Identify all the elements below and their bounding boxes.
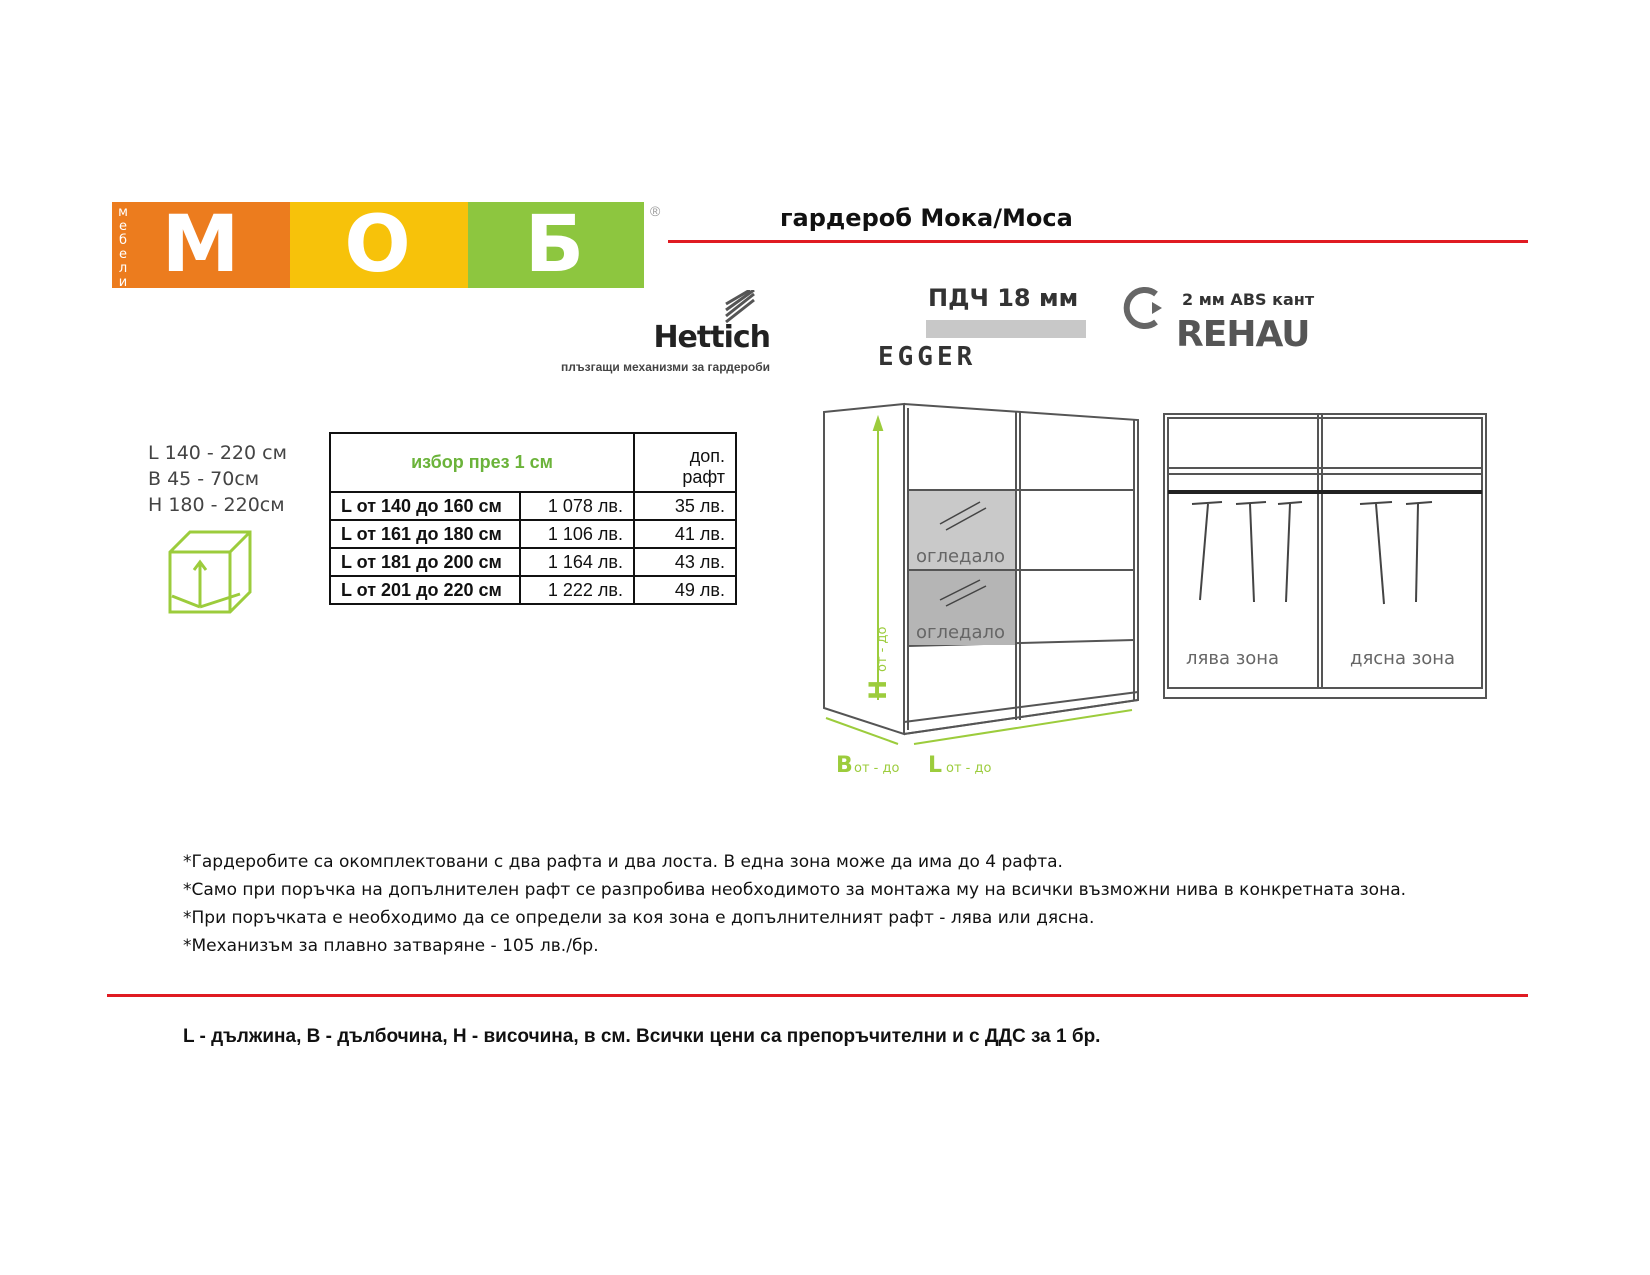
hettich-name: Hettich (653, 320, 770, 355)
interior-drawing (1162, 412, 1488, 702)
price-table (329, 432, 737, 605)
length-range-label: от - до (946, 761, 992, 776)
right-zone-label: дясна зона (1350, 648, 1456, 669)
note-line: *Механизъм за плавно затваряне - 105 лв./бр. (183, 936, 599, 956)
height-range-label: от - до (875, 626, 890, 672)
row-shelf-price: 43 лв. (634, 548, 736, 576)
rehau-name: REHAU (1176, 314, 1310, 355)
row-price: 1 078 лв. (520, 492, 634, 520)
mirror-label-top: огледало (916, 546, 1006, 567)
wardrobe-drawing (820, 400, 1140, 780)
hettich-subtitle: плъзгащи механизми за гардероби (561, 360, 770, 374)
header-choice: избор през 1 см (330, 433, 634, 492)
table-row (330, 492, 736, 520)
note-line: *При поръчката е необходимо да се определи за коя зона е допълнителният рафт - лява или дясна. (183, 908, 1095, 928)
depth-range: B 45 - 70см (148, 468, 260, 490)
footer-text: L - дължина, B - дълбочина, H - височина, в см. Всички цени са препоръчителни и с ДДС за 1 бр. (183, 1026, 1101, 1047)
row-shelf-price: 35 лв. (634, 492, 736, 520)
left-zone-label: лява зона (1186, 648, 1280, 669)
row-label: L от 161 до 180 см (330, 520, 520, 548)
row-price: 1 106 лв. (520, 520, 634, 548)
table-row (330, 576, 736, 604)
length-range: L 140 - 220 см (148, 442, 287, 464)
table-row (330, 520, 736, 548)
row-shelf-price: 41 лв. (634, 520, 736, 548)
length-label: L (928, 753, 943, 778)
egger-brand (878, 282, 1088, 372)
row-shelf-price: 49 лв. (634, 576, 736, 604)
material-bar (926, 320, 1086, 338)
footer-divider (107, 994, 1528, 997)
logo-letter-o: О (344, 200, 411, 290)
note-line: *Само при поръчка на допълнителен рафт се разпробива необходимото за монтажа му на всички възможни нива в конкретната зона. (183, 880, 1407, 900)
egger-name: EGGER (878, 342, 977, 372)
header-extra-shelf: доп. рафт (634, 433, 736, 492)
notes (183, 848, 1406, 960)
rehau-ring-icon (1122, 286, 1166, 330)
hettich-stripes-icon (720, 290, 760, 324)
logo-letter-b: Б (524, 200, 585, 290)
material-label: ПДЧ 18 мм (928, 284, 1079, 312)
depth-label: B (836, 753, 853, 778)
logo-side-text: м е б е л и (118, 205, 128, 290)
note-line: *Гардеробите са окомплектовани с два рафта и два лоста. В една зона може да има до 4 рафта. (183, 852, 1063, 872)
page-title: гардероб Мока/Моса (780, 204, 1073, 232)
logo-letter-m: М (161, 200, 240, 290)
mirror-label-bottom: огледало (916, 622, 1006, 643)
dimension-cube-icon (160, 522, 260, 622)
edge-label: 2 мм ABS кант (1182, 290, 1315, 309)
row-price: 1 222 лв. (520, 576, 634, 604)
registered-mark: ® (650, 203, 661, 219)
height-label: H (864, 679, 892, 700)
rehau-brand (1122, 284, 1352, 364)
dimension-ranges (148, 440, 287, 518)
mob-logo (112, 202, 644, 288)
row-label: L от 201 до 220 см (330, 576, 520, 604)
title-divider (668, 240, 1528, 243)
row-label: L от 181 до 200 см (330, 548, 520, 576)
depth-range-label: от - до (854, 761, 900, 776)
row-label: L от 140 до 160 см (330, 492, 520, 520)
row-price: 1 164 лв. (520, 548, 634, 576)
table-row (330, 548, 736, 576)
height-range: H 180 - 220см (148, 494, 285, 516)
hettich-brand (560, 290, 770, 380)
